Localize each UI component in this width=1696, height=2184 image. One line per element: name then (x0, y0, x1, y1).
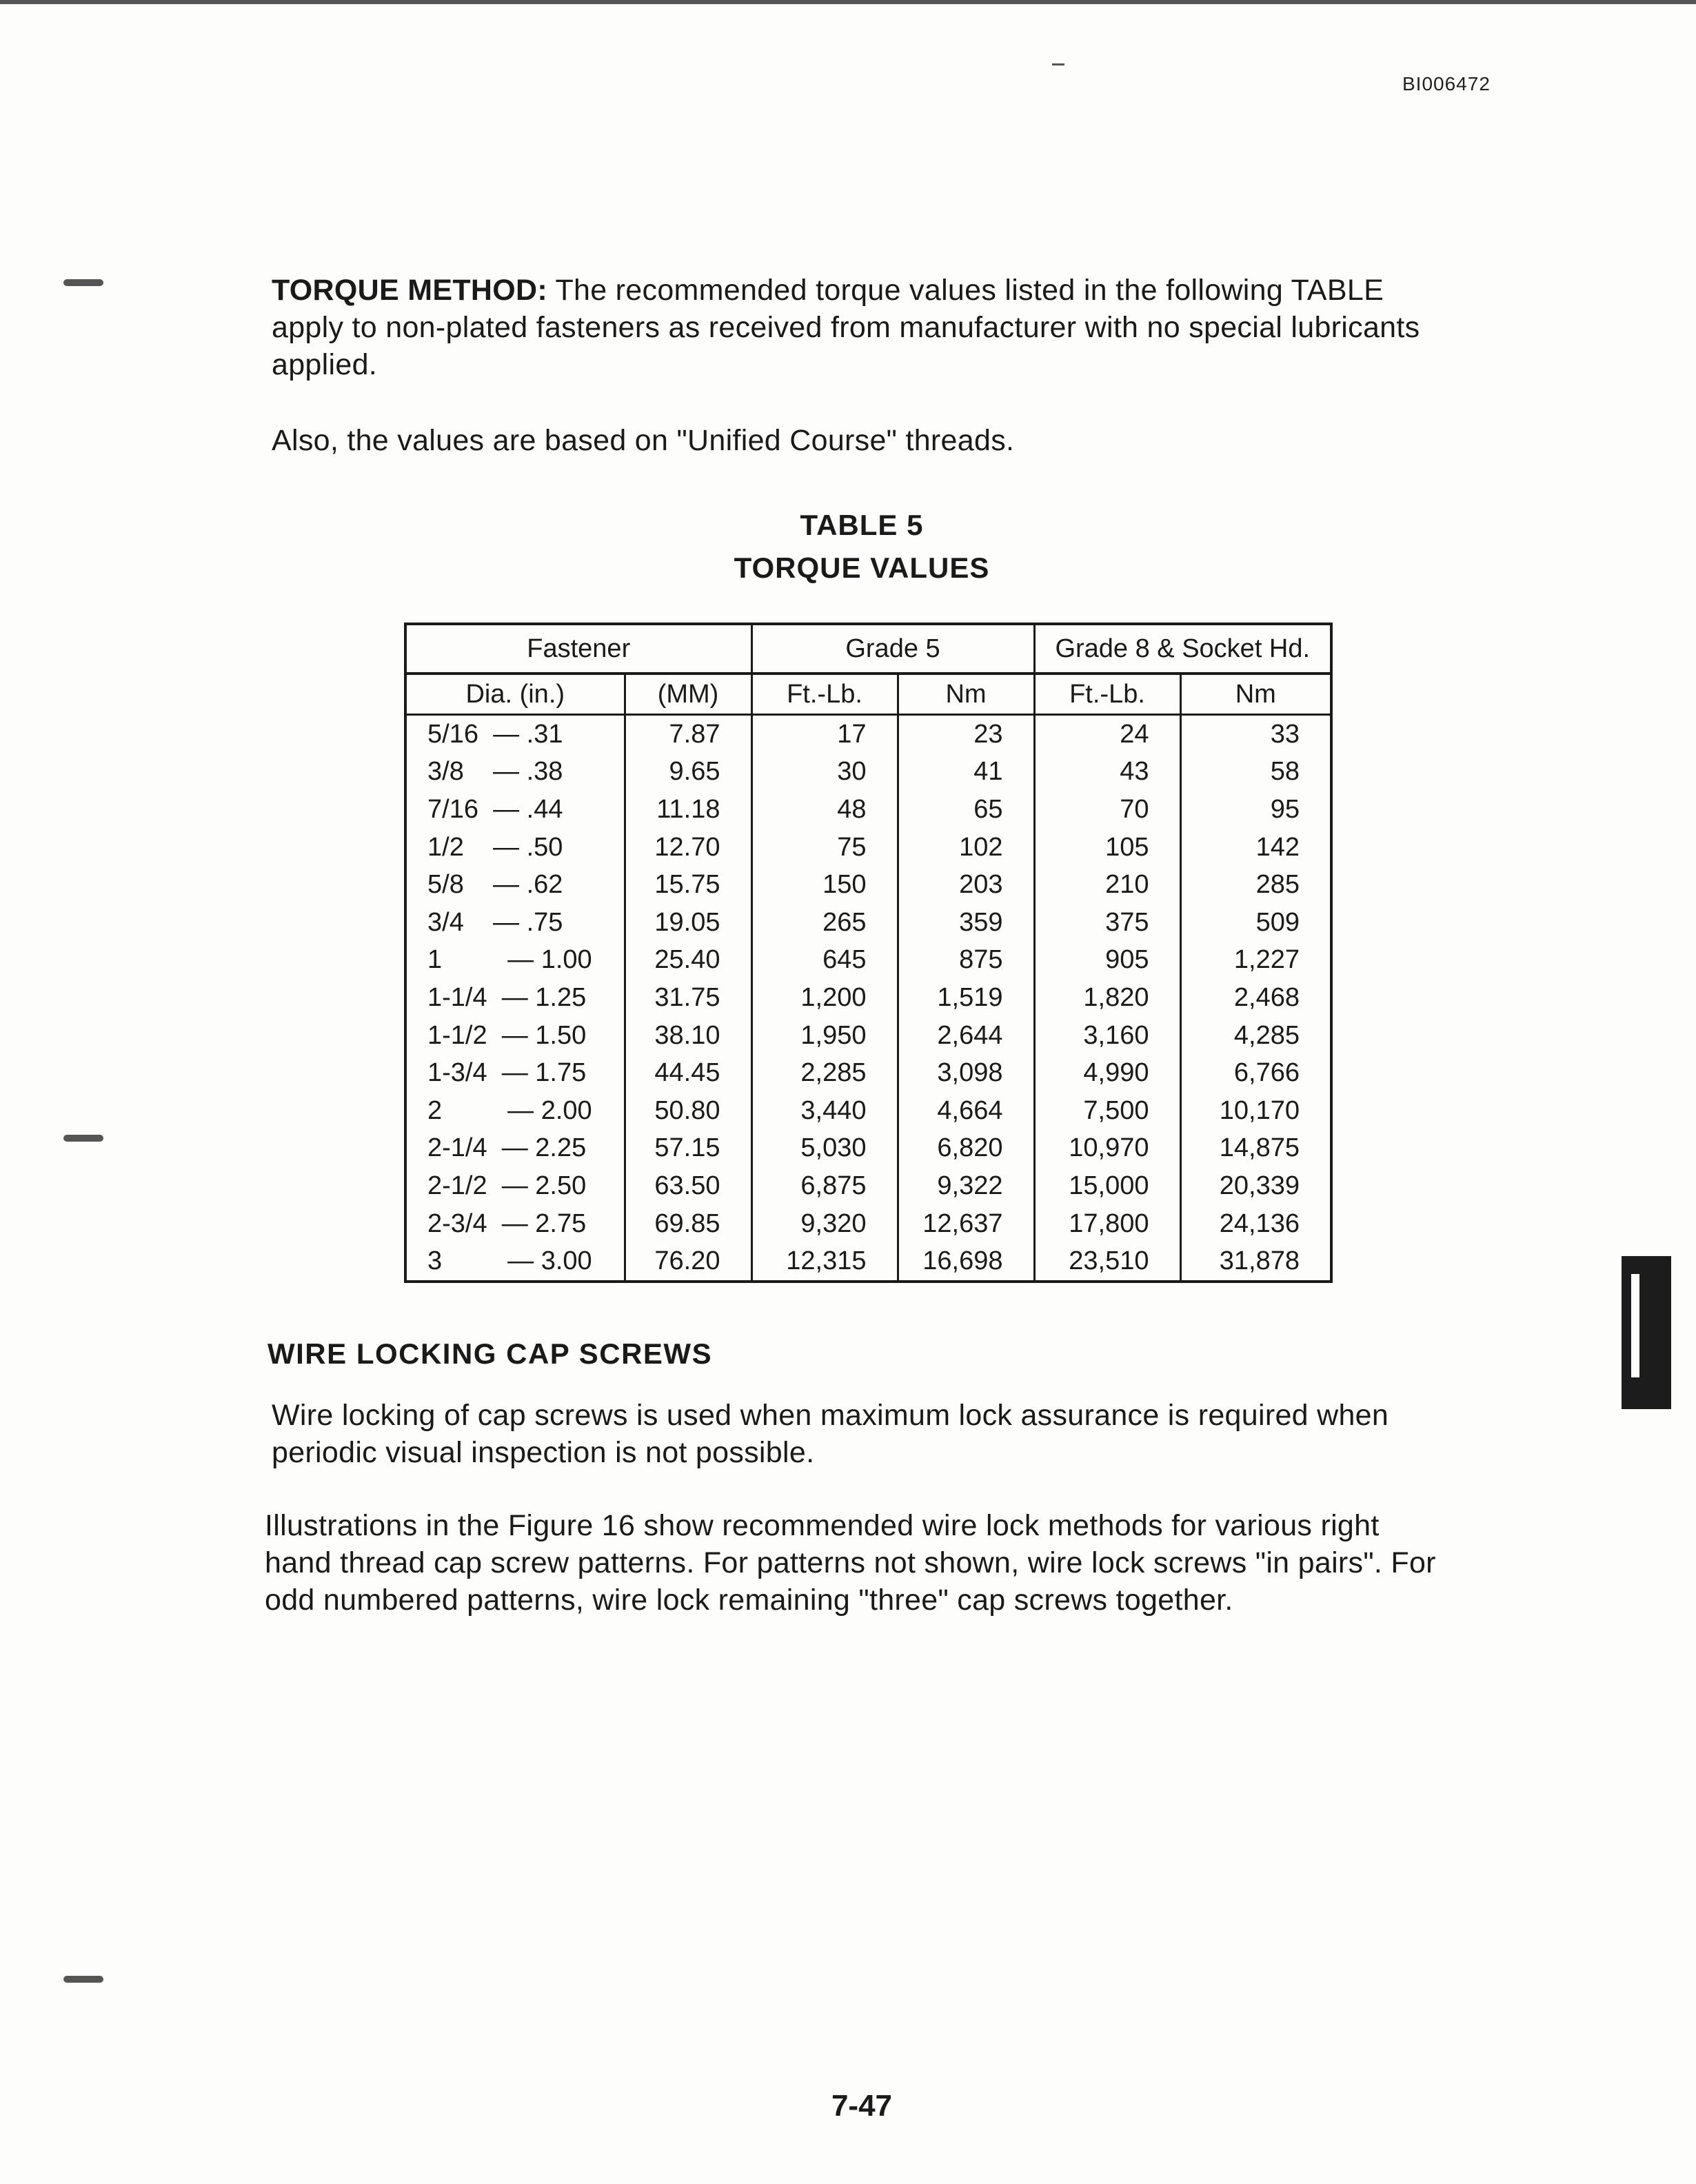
cell-grade5-ftlb: 150 (751, 866, 898, 904)
torque-values-table (404, 623, 1333, 1283)
cell-grade5-nm: 102 (898, 829, 1034, 867)
cell-mm: 7.87 (625, 715, 751, 754)
cell-grade8-nm: 58 (1180, 754, 1331, 791)
table-row (405, 1242, 1331, 1282)
torque-table-body (405, 715, 1331, 1282)
column-header-grade8-nm: Nm (1180, 674, 1331, 715)
cell-grade5-nm: 65 (898, 791, 1034, 829)
cell-grade5-nm: 1,519 (898, 979, 1034, 1017)
table-title: TORQUE VALUES (734, 552, 990, 584)
cell-grade5-ftlb: 3,440 (751, 1092, 898, 1130)
cell-grade8-ftlb: 105 (1034, 829, 1180, 867)
table-row (405, 1167, 1331, 1205)
cell-grade5-nm: 875 (898, 942, 1034, 980)
table-row (405, 791, 1331, 829)
cell-diameter: 2-3/4 — 2.75 (405, 1205, 625, 1243)
cell-grade5-nm: 2,644 (898, 1017, 1034, 1055)
cell-grade5-nm: 41 (898, 754, 1034, 791)
cell-grade5-ftlb: 75 (751, 829, 898, 867)
document-id: BI006472 (1402, 73, 1491, 94)
cell-mm: 9.65 (625, 754, 751, 791)
cell-grade8-nm: 24,136 (1180, 1205, 1331, 1243)
scan-dash-mark (1052, 63, 1064, 65)
cell-grade8-ftlb: 210 (1034, 866, 1180, 904)
wire-locking-paragraph-2: Illustrations in the Figure 16 show recommended wire lock methods for various right hand thread cap screw patterns. For patterns not shown, wire lock screws "in pairs". For odd numbered patterns, wire lock remaining "three" cap screws together. (265, 1509, 1436, 1617)
cell-mm: 25.40 (625, 942, 751, 980)
cell-grade8-ftlb: 23,510 (1034, 1242, 1180, 1282)
cell-mm: 44.45 (625, 1054, 751, 1092)
cell-mm: 57.15 (625, 1130, 751, 1168)
cell-diameter: 3 — 3.00 (405, 1242, 625, 1282)
cell-grade8-nm: 509 (1180, 904, 1331, 942)
column-header-grade5-nm: Nm (898, 674, 1034, 715)
cell-diameter: 1 — 1.00 (405, 942, 625, 980)
cell-diameter: 1-3/4 — 1.75 (405, 1054, 625, 1092)
cell-grade5-nm: 16,698 (898, 1242, 1034, 1282)
page-number: 7-47 (831, 2089, 893, 2123)
cell-grade5-ftlb: 17 (751, 715, 898, 754)
cell-grade8-nm: 14,875 (1180, 1130, 1331, 1168)
section-tab-marker (1622, 1256, 1671, 1409)
cell-grade8-ftlb: 3,160 (1034, 1017, 1180, 1055)
table-row (405, 979, 1331, 1017)
cell-grade8-ftlb: 15,000 (1034, 1167, 1180, 1205)
cell-grade8-nm: 33 (1180, 715, 1331, 754)
table-row (405, 1054, 1331, 1092)
cell-mm: 31.75 (625, 979, 751, 1017)
torque-method-label: TORQUE METHOD: (272, 274, 547, 307)
cell-grade8-ftlb: 24 (1034, 715, 1180, 754)
binder-hole-mark-bottom (63, 1976, 103, 1983)
cell-diameter: 3/8 — .38 (405, 754, 625, 791)
cell-grade5-ftlb: 265 (751, 904, 898, 942)
column-header-mm: (MM) (625, 674, 751, 715)
cell-grade8-ftlb: 905 (1034, 942, 1180, 980)
cell-grade5-ftlb: 9,320 (751, 1205, 898, 1243)
cell-diameter: 1-1/2 — 1.50 (405, 1017, 625, 1055)
cell-grade8-nm: 2,468 (1180, 979, 1331, 1017)
cell-diameter: 7/16 — .44 (405, 791, 625, 829)
cell-mm: 50.80 (625, 1092, 751, 1130)
cell-grade8-nm: 10,170 (1180, 1092, 1331, 1130)
cell-grade5-ftlb: 30 (751, 754, 898, 791)
cell-grade5-nm: 4,664 (898, 1092, 1034, 1130)
cell-grade8-ftlb: 1,820 (1034, 979, 1180, 1017)
cell-grade5-ftlb: 48 (751, 791, 898, 829)
cell-diameter: 5/8 — .62 (405, 866, 625, 904)
cell-mm: 69.85 (625, 1205, 751, 1243)
cell-diameter: 1-1/4 — 1.25 (405, 979, 625, 1017)
torque-method-paragraph (272, 272, 1444, 383)
table-row (405, 715, 1331, 754)
cell-grade5-ftlb: 2,285 (751, 1054, 898, 1092)
cell-diameter: 5/16 — .31 (405, 715, 625, 754)
binder-hole-mark-top (63, 279, 103, 286)
table-row (405, 942, 1331, 980)
cell-grade5-nm: 6,820 (898, 1130, 1034, 1168)
cell-grade8-nm: 20,339 (1180, 1167, 1331, 1205)
cell-grade8-ftlb: 375 (1034, 904, 1180, 942)
cell-grade8-ftlb: 43 (1034, 754, 1180, 791)
torque-method-text: The recommended torque values listed in the following TABLE apply to non-plated fasteners as received from manufacturer with no special lubricants applied. (272, 274, 1420, 381)
cell-diameter: 3/4 — .75 (405, 904, 625, 942)
cell-grade8-nm: 31,878 (1180, 1242, 1331, 1282)
table-row (405, 904, 1331, 942)
binder-hole-mark-middle (63, 1135, 103, 1142)
group-header-grade-8: Grade 8 & Socket Hd. (1034, 624, 1331, 674)
table-number: TABLE 5 (800, 509, 924, 541)
column-header-grade8-ftlb: Ft.-Lb. (1034, 674, 1180, 715)
cell-grade8-ftlb: 70 (1034, 791, 1180, 829)
cell-mm: 63.50 (625, 1167, 751, 1205)
group-header-grade-5: Grade 5 (751, 624, 1034, 674)
cell-grade8-nm: 4,285 (1180, 1017, 1331, 1055)
cell-diameter: 2 — 2.00 (405, 1092, 625, 1130)
cell-grade5-ftlb: 1,200 (751, 979, 898, 1017)
wire-locking-paragraph-1: Wire locking of cap screws is used when maximum lock assurance is required when periodic visual inspection is not possible. (272, 1399, 1389, 1469)
cell-mm: 11.18 (625, 791, 751, 829)
scan-top-rule (0, 0, 1696, 4)
cell-grade8-ftlb: 10,970 (1034, 1130, 1180, 1168)
cell-grade5-ftlb: 12,315 (751, 1242, 898, 1282)
cell-mm: 15.75 (625, 866, 751, 904)
cell-diameter: 2-1/2 — 2.50 (405, 1167, 625, 1205)
cell-diameter: 2-1/4 — 2.25 (405, 1130, 625, 1168)
cell-grade8-nm: 6,766 (1180, 1054, 1331, 1092)
cell-grade5-ftlb: 1,950 (751, 1017, 898, 1055)
cell-grade5-nm: 9,322 (898, 1167, 1034, 1205)
cell-grade5-ftlb: 6,875 (751, 1167, 898, 1205)
table-group-header-row (405, 624, 1331, 674)
cell-grade8-nm: 95 (1180, 791, 1331, 829)
cell-grade8-ftlb: 7,500 (1034, 1092, 1180, 1130)
column-header-grade5-ftlb: Ft.-Lb. (751, 674, 898, 715)
table-row (405, 866, 1331, 904)
table-row (405, 1092, 1331, 1130)
cell-grade8-nm: 285 (1180, 866, 1331, 904)
cell-grade5-nm: 203 (898, 866, 1034, 904)
cell-mm: 12.70 (625, 829, 751, 867)
cell-grade5-nm: 23 (898, 715, 1034, 754)
table-row (405, 1130, 1331, 1168)
cell-grade8-ftlb: 17,800 (1034, 1205, 1180, 1243)
table-row (405, 829, 1331, 867)
cell-grade5-nm: 359 (898, 904, 1034, 942)
cell-grade8-nm: 1,227 (1180, 942, 1331, 980)
group-header-fastener: Fastener (405, 624, 751, 674)
cell-grade8-ftlb: 4,990 (1034, 1054, 1180, 1092)
wire-locking-heading: WIRE LOCKING CAP SCREWS (267, 1337, 713, 1370)
cell-mm: 38.10 (625, 1017, 751, 1055)
cell-mm: 19.05 (625, 904, 751, 942)
cell-diameter: 1/2 — .50 (405, 829, 625, 867)
cell-grade8-nm: 142 (1180, 829, 1331, 867)
cell-mm: 76.20 (625, 1242, 751, 1282)
unified-course-note: Also, the values are based on "Unified Course" threads. (272, 424, 1015, 457)
table-column-header-row (405, 674, 1331, 715)
table-row (405, 754, 1331, 791)
table-row (405, 1017, 1331, 1055)
cell-grade5-nm: 3,098 (898, 1054, 1034, 1092)
cell-grade5-nm: 12,637 (898, 1205, 1034, 1243)
cell-grade5-ftlb: 5,030 (751, 1130, 898, 1168)
table-row (405, 1205, 1331, 1243)
column-header-diameter: Dia. (in.) (405, 674, 625, 715)
cell-grade5-ftlb: 645 (751, 942, 898, 980)
